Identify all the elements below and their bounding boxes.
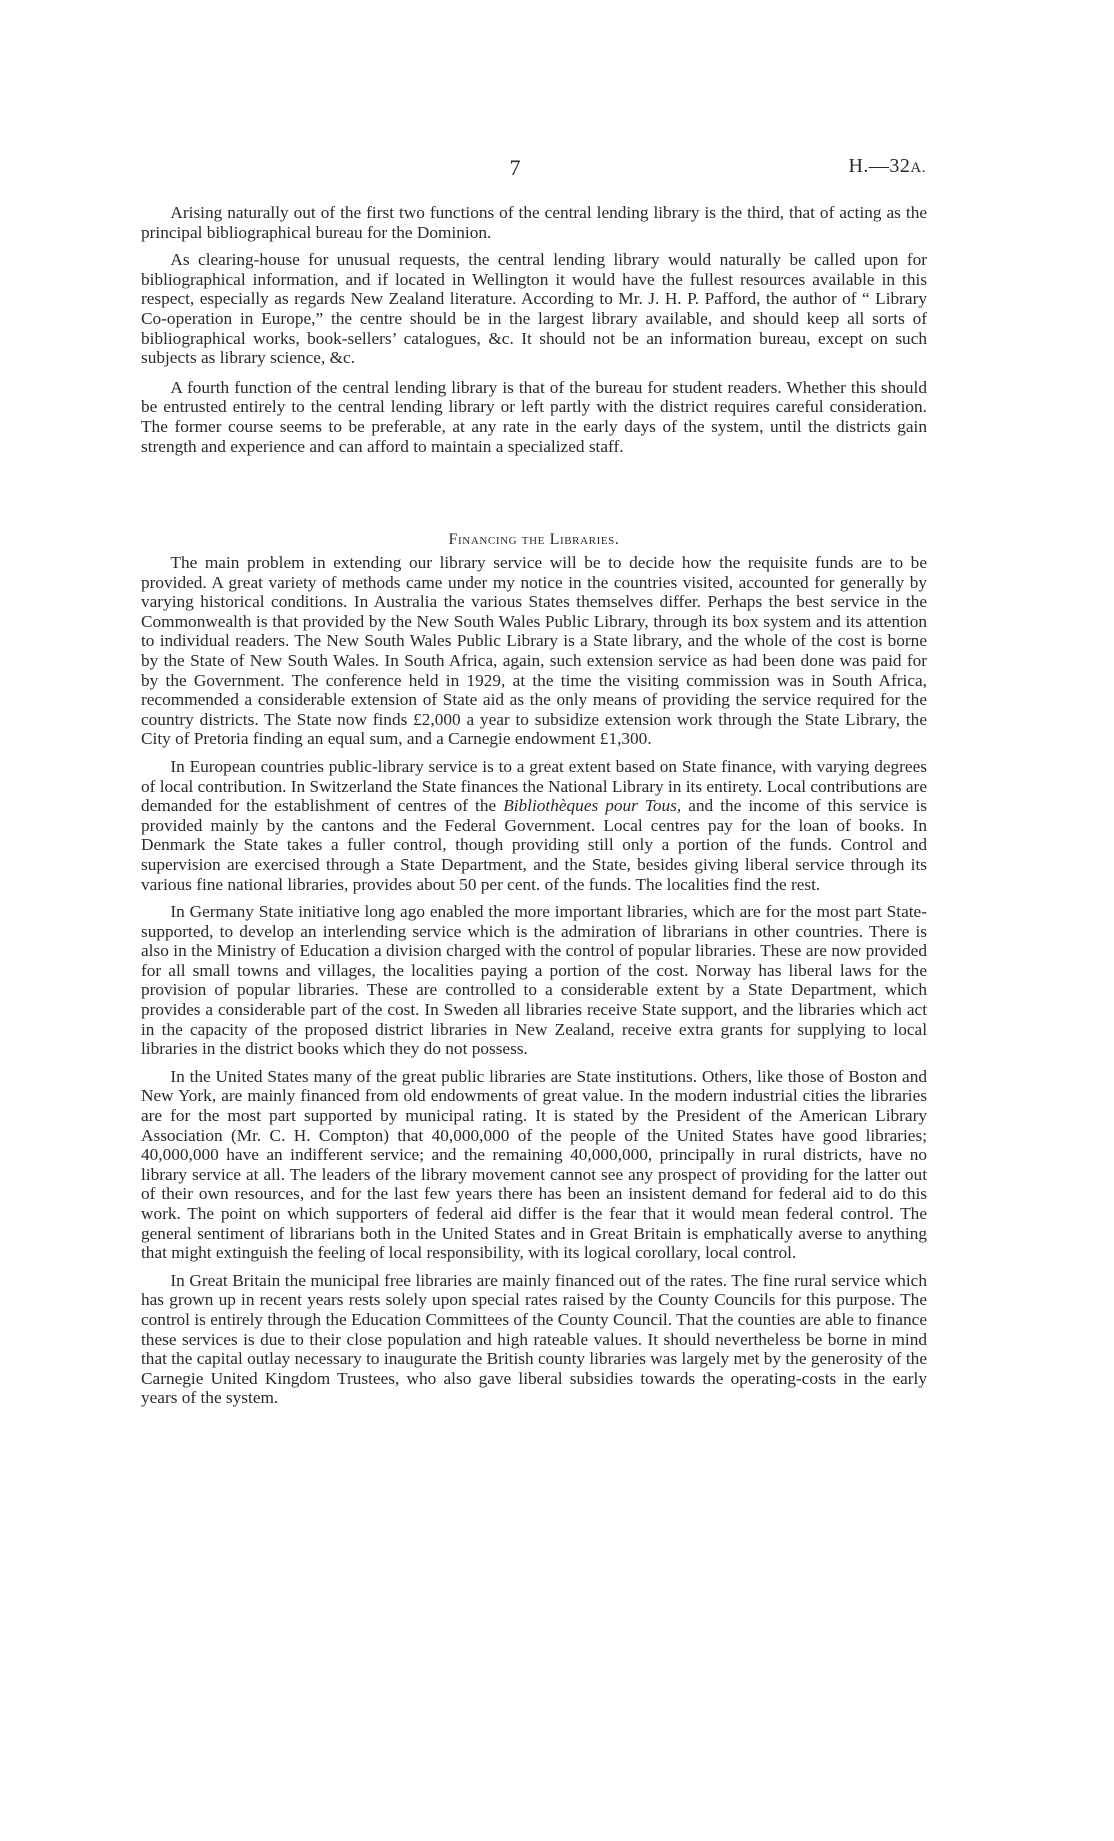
- paragraph-bibliographical-bureau: Arising naturally out of the first two functions of the central lending library is the third, that of acting as the principal bibliographical bureau for the Dominion.: [141, 203, 927, 242]
- document-reference-main: H.—32: [848, 155, 911, 177]
- document-reference-suffix: A.: [910, 160, 926, 176]
- paragraph-great-britain: In Great Britain the municipal free libraries are mainly financed out of the rates. The fine rural service which has grown up in recent years rests solely upon special rates raised by the County Councils for this purpose. The control is entirely through the Education Committees of the County Council. That the counties are able to finance these services is due to their close population and high rateable values. It should nevertheless be borne in mind that the capital outlay necessary to inaugurate the British county libraries was largely met by the generosity of the Carnegie United Kingdom Trustees, who also gave liberal subsidies towards the operating-costs in the early years of the system.: [141, 1270, 927, 1408]
- paragraph-european-countries: [141, 757, 927, 894]
- paragraph-germany: In Germany State initiative long ago enabled the more important libraries, which are for the most part State-supported, to develop an interlending service which is the admiration of librarians in other countries. There is also in the Ministry of Education a division charged with the control of popular libraries. These are now provided for all small towns and villages, the localities paying a portion of the cost. Norway has liberal laws for the provision of popular libraries. These are controlled to a considerable extent by a State Department, which provides a considerable part of the cost. In Sweden all libraries receive State support, and the libraries which act in the capacity of the proposed district libraries in New Zealand, receive extra grants for supplying to local libraries in the district books which they do not possess.: [141, 902, 927, 1059]
- paragraph-european-countries-part1: In European countries public-library service is to a great extent based on State finance, with varying degrees of local contribution. In Switzerland the State finances the National Library in its entirety. Local contributions are demanded for the establishment of centres of the: [141, 756, 927, 816]
- paragraph-main-problem: The main problem in extending our library service will be to decide how the requisite funds are to be provided. A great variety of methods came under my notice in the countries visited, accounted for generally by varying historical conditions. In Australia the various States themselves differ. Perhaps the best service in the Commonwealth is that provided by the New South Wales Public Library, through its box system and its attention to individual readers. The New South Wales Public Library is a State library, and the whole of the cost is borne by the State of New South Wales. In South Africa, again, such extension service as had been done was paid for by the Government. The conference held in 1929, at the time the visiting commission was in South Africa, recommended a considerable extension of State aid as the only means of providing the service required for the country districts. The State now finds £2,000 a year to subsidize extension work through the State Library, the City of Pretoria finding an equal sum, and a Carnegie endowment £1,300.: [141, 553, 927, 749]
- intro-text-block: [141, 203, 927, 464]
- bibliotheques-title: Bibliothèques pour Tous,: [503, 796, 682, 816]
- paragraph-european-countries-part2: and the income of this service is provided mainly by the cantons and the Federal Government. Local centres pay for the loan of books. In Denmark the State takes a fuller control, though providing still only a portion of the funds. Control and supervision are exercised through a State Department, and the State, besides giving liberal service through its various fine national libraries, provides about 50 per cent. of the funds. The localities find the rest.: [141, 796, 928, 894]
- financing-text-block: [141, 553, 927, 1416]
- section-heading: Financing the Libraries.: [448, 531, 620, 548]
- page-number: 7: [509, 155, 521, 180]
- paragraph-student-readers: A fourth function of the central lending library is that of the bureau for student readers. Whether this should be entrusted entirely to the central lending library or left partly with the district requires careful consideration. The former course seems to be preferable, at any rate in the early days of the system, until the districts gain strength and experience and can afford to maintain a specialized staff.: [141, 377, 927, 456]
- document-reference: [848, 155, 926, 178]
- paragraph-united-states: In the United States many of the great public libraries are State institutions. Others, like those of Boston and New York, are mainly financed from old endowments of great value. In the modern industrial cities the libraries are for the most part supported by municipal rating. It is stated by the President of the American Library Association (Mr. C. H. Compton) that 40,000,000 of the people of the United States have good libraries; 40,000,000 have an indifferent service; and the remaining 40,000,000, principally in rural districts, have no library service at all. The leaders of the library movement cannot see any prospect of providing for the latter out of their own resources, and for the last few years there has been an insistent demand for federal aid to do this work. The point on which supporters of federal aid differ is the fear that it would mean federal control. The general sentiment of librarians both in the United States and in Great Britain is emphatically averse to anything that might extinguish the feeling of local responsibility, with its logical corollary, local control.: [141, 1066, 927, 1263]
- paragraph-clearing-house: As clearing-house for unusual requests, the central lending library would naturally be called upon for bibliographical information, and if located in Wellington it would have the fullest resources available in this respect, especially as regards New Zealand literature. According to Mr. J. H. P. Pafford, the author of “ Library Co-operation in Europe,” the centre should be in the largest library available, and should keep all sorts of bibliographical works, book-sellers’ catalogues, &c. It should not be an information bureau, except on such subjects as library science, &c.: [141, 250, 927, 368]
